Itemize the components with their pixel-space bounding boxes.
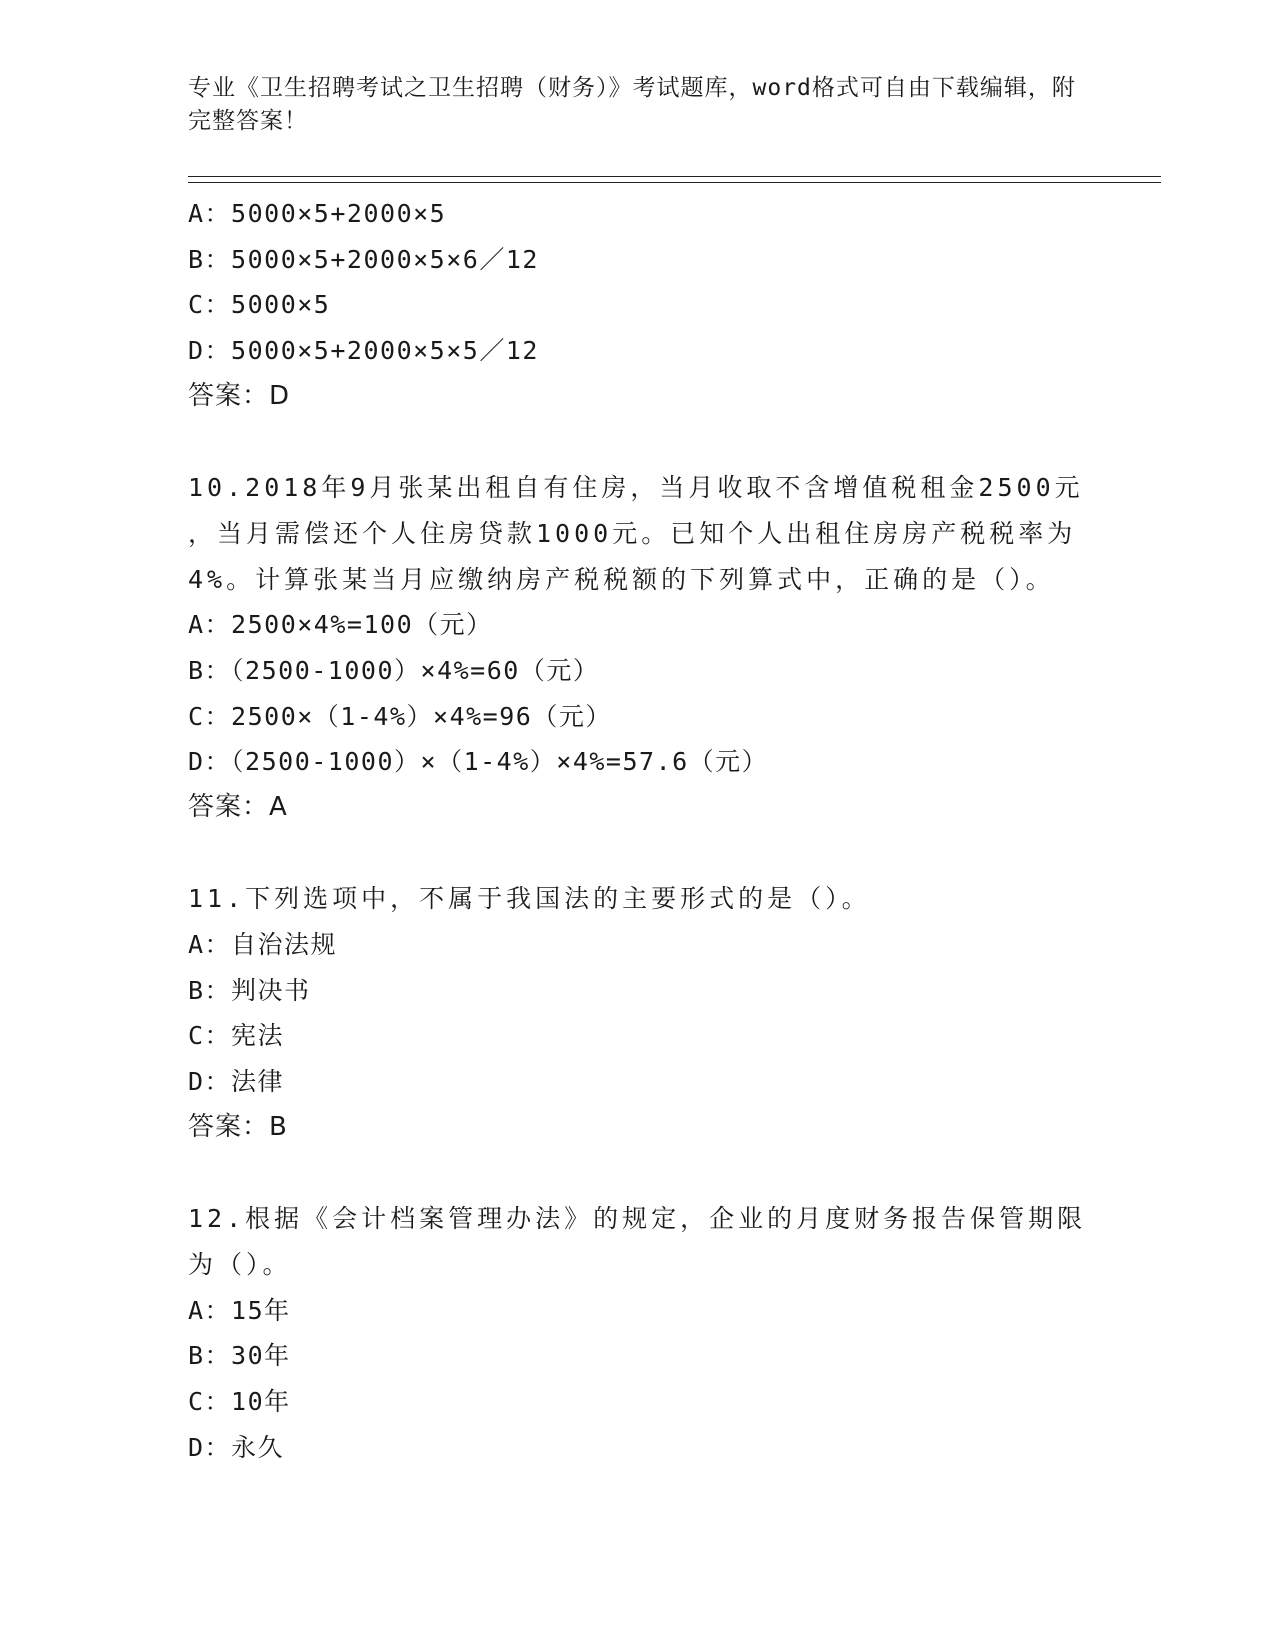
question-12 [188, 1196, 1088, 1470]
option-c: C：5000×5 [188, 290, 331, 320]
question-9-continued [188, 191, 1088, 419]
question-stem-line: 12.根据《会计档案管理办法》的规定，企业的月度财务报告保管期限 [188, 1204, 1087, 1234]
option-b: B：（2500-1000）×4%=60（元） [188, 655, 600, 685]
question-stem-line: 10.2018年9月张某出租自有住房，当月收取不含增值税租金2500元 [188, 473, 1084, 503]
answer-line: 答案：A [188, 791, 288, 822]
option-b: B：5000×5+2000×5×6／12 [188, 244, 539, 274]
option-c: C：2500×（1-4%）×4%=96（元） [188, 701, 612, 731]
question-stem-line: 为（）。 [188, 1249, 292, 1279]
spacer [188, 419, 1088, 465]
option-d: D：法律 [188, 1067, 285, 1097]
option-b: B：30年 [188, 1341, 291, 1371]
spacer [188, 831, 1088, 877]
option-b: B：判决书 [188, 975, 311, 1005]
document-header: 专业《卫生招聘考试之卫生招聘（财务）》考试题库，word格式可自由下载编辑，附完整答案！ [188, 75, 1076, 134]
header-divider-top [188, 176, 1161, 177]
header-divider-bottom [188, 182, 1161, 183]
answer-line: 答案：B [188, 1111, 288, 1142]
question-stem-line: 4%。计算张某当月应缴纳房产税税额的下列算式中，正确的是（）。 [188, 564, 1055, 594]
question-10 [188, 465, 1088, 831]
option-a: A：2500×4%=100（元） [188, 610, 493, 640]
option-d: D：（2500-1000）×（1-4%）×4%=57.6（元） [188, 747, 769, 777]
option-a: A：15年 [188, 1295, 291, 1325]
option-c: C：10年 [188, 1386, 291, 1416]
option-d: D：5000×5+2000×5×5／12 [188, 336, 539, 366]
question-stem-line: 11.下列选项中，不属于我国法的主要形式的是（）。 [188, 884, 871, 914]
option-c: C：宪法 [188, 1021, 285, 1051]
question-11 [188, 876, 1088, 1150]
option-a: A：自治法规 [188, 930, 338, 959]
option-a: A：5000×5+2000×5 [188, 199, 447, 228]
spacer [188, 1150, 1088, 1196]
question-stem-line: ，当月需偿还个人住房贷款1000元。已知个人出租住房房产税税率为 [188, 518, 1077, 548]
option-d: D：永久 [188, 1432, 285, 1462]
answer-line: 答案：D [188, 380, 291, 411]
question-list [188, 191, 1088, 1470]
